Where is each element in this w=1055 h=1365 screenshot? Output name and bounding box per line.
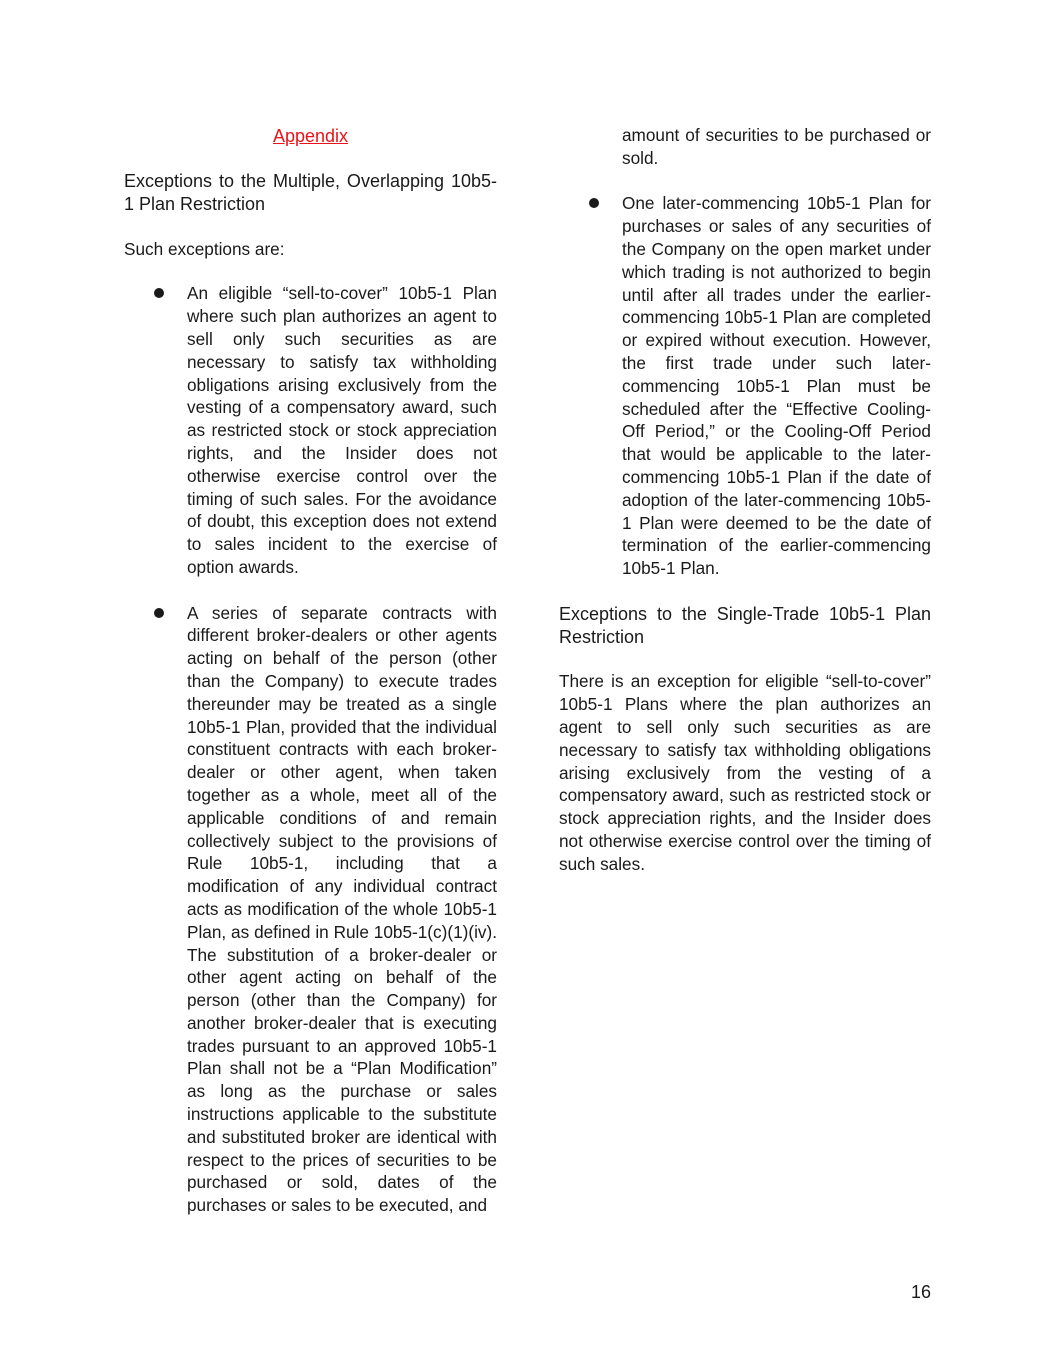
list-item-continuation: amount of securities to be purchased or sold.	[622, 125, 931, 168]
bullet-icon	[154, 608, 164, 618]
exceptions-list-continued	[559, 192, 931, 580]
left-column	[124, 124, 497, 1240]
appendix-title: Appendix	[272, 126, 349, 146]
list-item	[124, 282, 497, 578]
bullet-icon	[154, 288, 164, 298]
section-heading-single-trade: Exceptions to the Single-Trade 10b5-1 Plan Restriction	[559, 603, 931, 647]
list-item	[559, 192, 931, 580]
right-column	[559, 124, 931, 876]
single-trade-exception-text: There is an exception for eligible “sell-to-cover” 10b5-1 Plans where the plan authorizes an agent to sell only such securities as are necessary to satisfy tax withholding obligations arising exclusively from the vesting of a compensatory award, such as restricted stock or stock appreciation rights, and the Insider does not otherwise exercise control over the timing of such sales.	[559, 671, 931, 874]
exceptions-list	[124, 282, 497, 1217]
list-item-text: A series of separate contracts with different broker-dealers or other agents acting on behalf of the person (other than the Company) to execute trades thereunder may be treated as a single 10b5-1 Plan, provided that the individual constituent contracts with each broker-dealer or other agent, when taken together as a whole, meet all of the applicable conditions of and remain collectively subject to the provisions of Rule 10b5-1, including that a modification of any individual contract acts as modification of the whole 10b5-1 Plan, as defined in Rule 10b5-1(c)(1)(iv). The substitution of a broker-dealer or other agent acting on behalf of the person (other than the Company) for another broker-dealer that is executing trades pursuant to an approved 10b5-1 Plan shall not be a “Plan Modification” as long as the purchase or sales instructions applicable to the substitute and substituted broker are identical with respect to the prices of securities to be purchased or sold, dates of the purchases or sales to be executed, and	[187, 602, 497, 1216]
section-heading-multiple-overlapping: Exceptions to the Multiple, Overlapping 10b5-1 Plan Restriction	[124, 171, 497, 214]
page-number: 16	[910, 1282, 931, 1302]
exceptions-intro: Such exceptions are:	[124, 238, 285, 259]
list-item	[124, 602, 497, 1218]
bullet-icon	[589, 198, 599, 208]
list-item-text: One later-commencing 10b5-1 Plan for purchases or sales of any securities of the Company on the open market under which trading is not authorized to begin until after all trades under the earlier-commencing 10b5-1 Plan are completed or expired without execution. However, the first trade under such later-commencing 10b5-1 Plan must be scheduled after the “Effective Cooling-Off Period,” or the Cooling-Off Period that would be applicable to the later-commencing 10b5-1 Plan if the date of adoption of the later-commencing 10b5-1 Plan were deemed to be the date of termination of the earlier-commencing 10b5-1 Plan.	[622, 193, 931, 579]
list-item-text: An eligible “sell-to-cover” 10b5-1 Plan where such plan authorizes an agent to sell only such securities as are necessary to satisfy tax withholding obligations arising exclusively from the vesting of a compensatory award, such as restricted stock or stock appreciation rights, and the Insider does not otherwise exercise control over the timing of such sales. For the avoidance of doubt, this exception does not extend to sales incident to the exercise of option awards.	[187, 283, 497, 577]
